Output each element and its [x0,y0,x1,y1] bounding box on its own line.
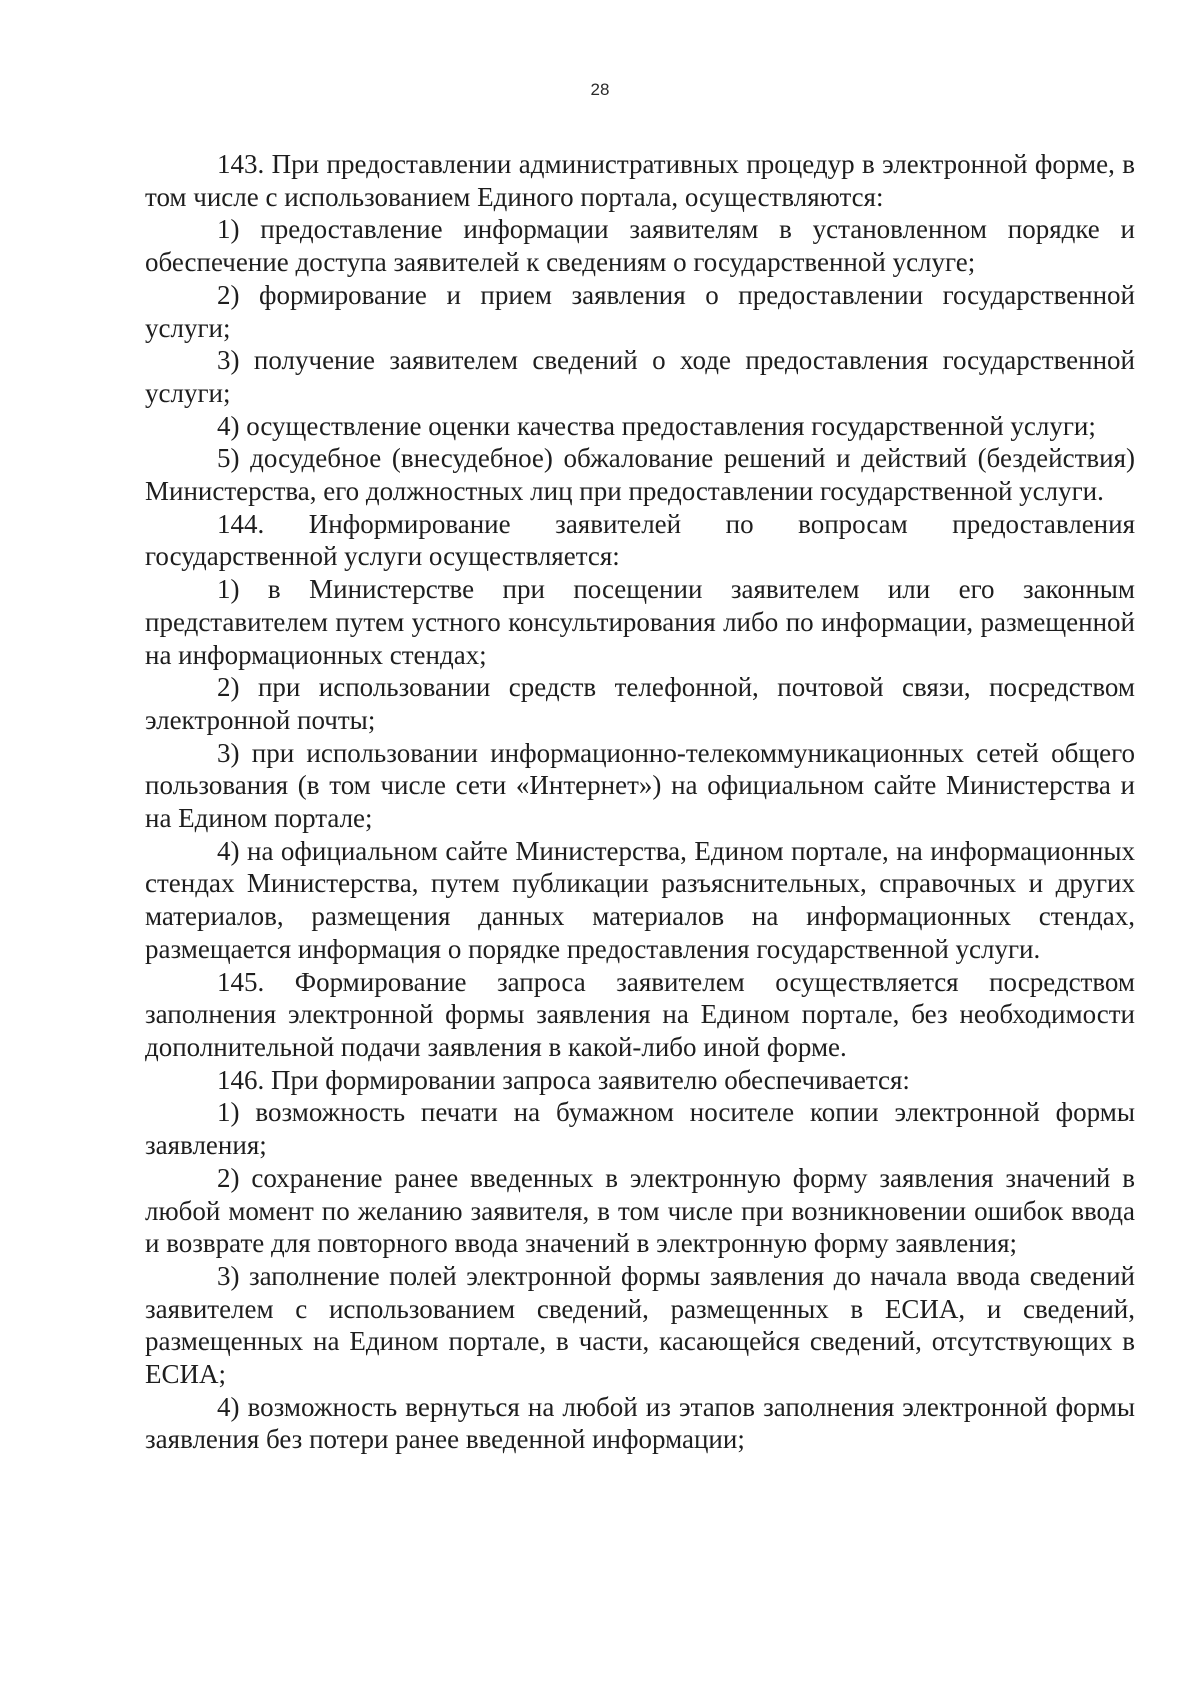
paragraph-144: 144. Информирование заявителей по вопросам предоставления государственной услуги осуществляется: [145,508,1135,572]
page-number: 28 [590,80,610,99]
paragraph-143-item-3: 3) получение заявителем сведений о ходе предоставления государственной услуги; [145,345,1135,408]
paragraph-144-item-4: 4) на официальном сайте Министерства, Едином портале, на информационных стендах Министерства, путем публикации разъяснительных, справочных и других материалов, размещения данных материалов на информационных стендах, размещается информация о порядке предоставления государственной услуги. [145,835,1135,964]
paragraph-146-item-3: 3) заполнение полей электронной формы заявления до начала ввода сведений заявителем с использованием сведений, размещенных в ЕСИА, и сведений, размещенных на Едином портале, в части, касающейся сведений, отсутствующих в ЕСИА; [145,1260,1135,1390]
paragraph-144-item-1: 1) в Министерстве при посещении заявителем или его законным представителем путем устного консультирования либо по информации, размещенной на информационных стендах; [145,574,1135,670]
document-body [145,148,1135,1456]
paragraph-146-item-1: 1) возможность печати на бумажном носителе копии электронной формы заявления; [145,1097,1135,1161]
paragraph-143: 143. При предоставлении административных процедур в электронной форме, в том числе с использованием Единого портала, осуществляются: [145,149,1135,212]
paragraph-144-item-2: 2) при использовании средств телефонной, почтовой связи, посредством электронной почты; [145,672,1135,735]
paragraph-146-item-2: 2) сохранение ранее введенных в электронную форму заявления значений в любой момент по желанию заявителя, в том числе при возникновении ошибок ввода и возврате для повторного ввода значений в электронную форму заявления; [145,1162,1135,1259]
paragraph-146: 146. При формировании запроса заявителю обеспечивается: [217,1064,910,1095]
paragraph-143-item-5: 5) досудебное (внесудебное) обжалование решений и действий (бездействия) Министерства, его должностных лиц при предоставлении государственной услуги. [145,443,1135,507]
paragraph-145: 145. Формирование запроса заявителем осуществляется посредством заполнения электронной формы заявления на Едином портале, без необходимости дополнительной подачи заявления в какой-либо иной форме. [145,966,1135,1062]
paragraph-143-item-2: 2) формирование и прием заявления о предоставлении государственной услуги; [145,279,1135,343]
paragraph-144-item-3: 3) при использовании информационно-телекоммуникационных сетей общего пользования (в том числе сети «Интернет») на официальном сайте Министерства и на Едином портале; [145,737,1135,834]
paragraph-143-item-4: 4) осуществление оценки качества предоставления государственной услуги; [217,410,1096,441]
paragraph-146-item-4: 4) возможность вернуться на любой из этапов заполнения электронной формы заявления без потери ранее введенной информации; [145,1391,1135,1455]
paragraph-143-item-1: 1) предоставление информации заявителям в установленном порядке и обеспечение доступа заявителей к сведениям о государственной услуге; [145,214,1135,278]
